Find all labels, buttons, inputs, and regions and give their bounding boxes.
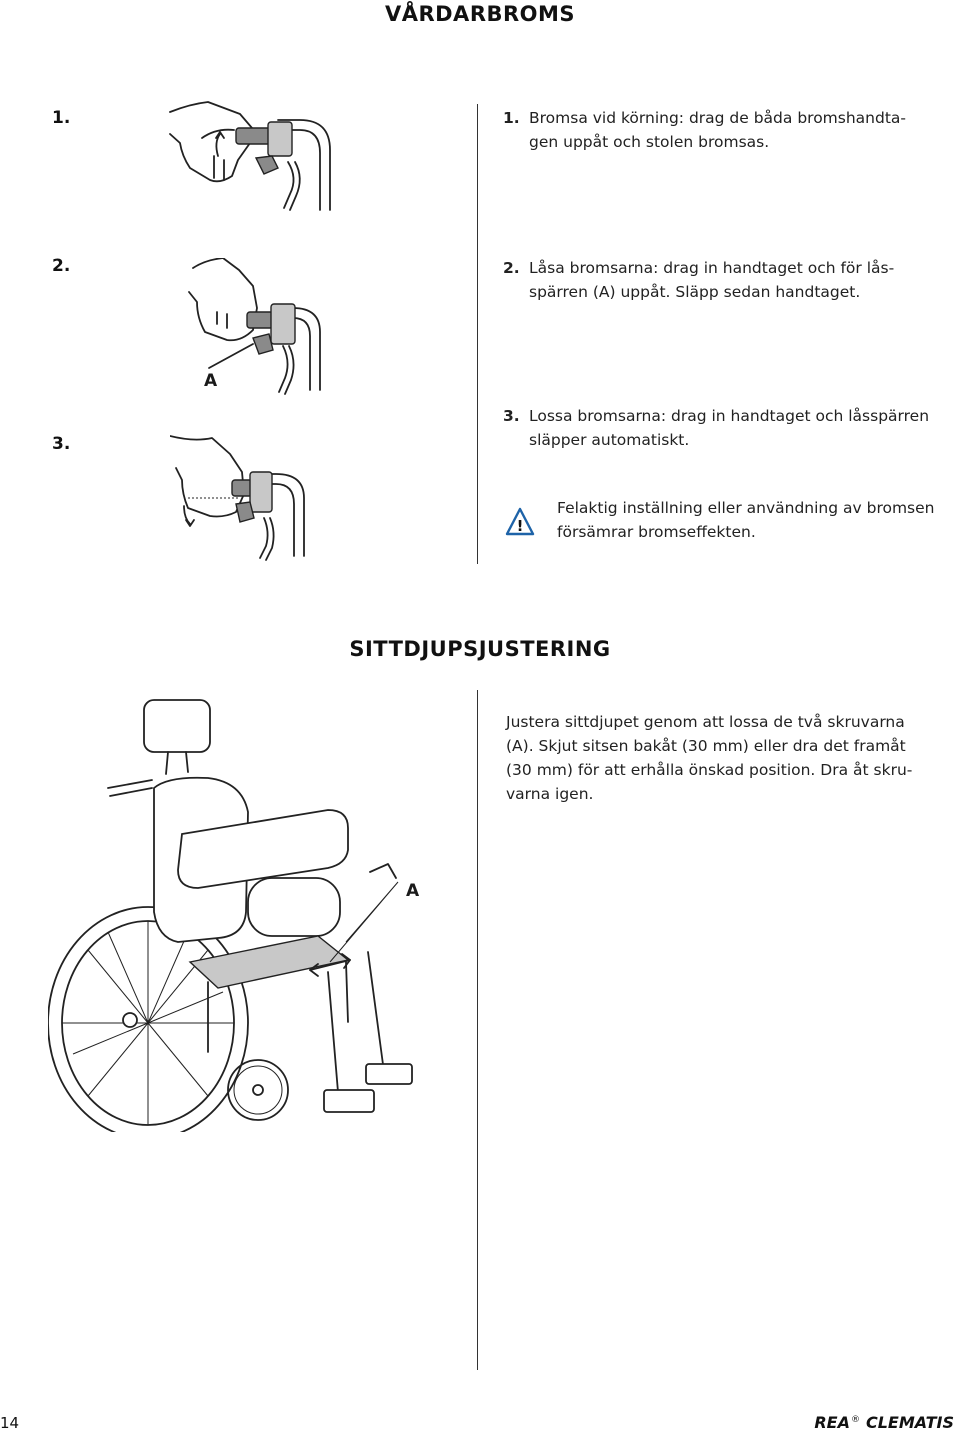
registered-mark: ® bbox=[850, 1414, 860, 1425]
step-2-text-number: 2. bbox=[503, 259, 520, 277]
brake-figure-3 bbox=[170, 432, 330, 562]
step-3-text bbox=[503, 404, 933, 452]
seat-depth-line-1: Justera sittdjupet genom att lossa de två skruvarna bbox=[506, 713, 905, 731]
product-name: CLEMATIS bbox=[865, 1413, 954, 1432]
section-title-seat-depth: SITTDJUPSJUSTERING bbox=[349, 637, 611, 661]
column-divider-top bbox=[477, 104, 478, 564]
step-1-number: 1. bbox=[52, 108, 71, 128]
screw-label-a: A bbox=[406, 881, 420, 901]
column-divider-bottom bbox=[477, 690, 478, 1370]
step-3-number: 3. bbox=[52, 434, 71, 454]
brake-figure-2 bbox=[175, 258, 335, 398]
step-1-line-2: gen uppåt och stolen bromsas. bbox=[529, 133, 770, 151]
brand-footer bbox=[814, 1413, 954, 1432]
seat-depth-line-2: (A). Skjut sitsen bakåt (30 mm) eller dra det framåt bbox=[506, 737, 906, 755]
step-3-line-2: släpper automatiskt. bbox=[529, 431, 690, 449]
step-1-text-number: 1. bbox=[503, 109, 520, 127]
lock-label-a: A bbox=[204, 371, 218, 391]
step-2-text bbox=[503, 256, 923, 304]
step-3-text-number: 3. bbox=[503, 407, 520, 425]
seat-depth-text bbox=[506, 710, 926, 806]
warning-text bbox=[557, 496, 937, 544]
page-number: 14 bbox=[0, 1414, 20, 1432]
warning-symbol: ! bbox=[516, 517, 524, 535]
section-title-brakes: VÅRDARBROMS bbox=[384, 2, 576, 26]
brake-figure-1 bbox=[160, 98, 340, 216]
step-2-line-2: spärren (A) uppåt. Släpp sedan handtaget. bbox=[529, 283, 861, 301]
step-1-line-1: Bromsa vid körning: drag de båda bromshandta- bbox=[529, 109, 907, 127]
seat-depth-line-4: varna igen. bbox=[506, 785, 594, 803]
step-2-line-1: Låsa bromsarna: drag in handtaget och för lås- bbox=[529, 259, 895, 277]
seat-depth-line-3: (30 mm) för att erhålla önskad position. Dra åt skru- bbox=[506, 761, 913, 779]
brand-name: REA bbox=[814, 1413, 850, 1432]
wheelchair-figure bbox=[48, 692, 428, 1132]
warning-line-2: försämrar bromseffekten. bbox=[557, 523, 756, 541]
warning-triangle-icon bbox=[505, 507, 535, 537]
step-3-line-1: Lossa bromsarna: drag in handtaget och låsspärren bbox=[529, 407, 930, 425]
warning-line-1: Felaktig inställning eller användning av bromsen bbox=[557, 499, 935, 517]
step-1-text bbox=[503, 106, 923, 154]
step-2-number: 2. bbox=[52, 256, 71, 276]
